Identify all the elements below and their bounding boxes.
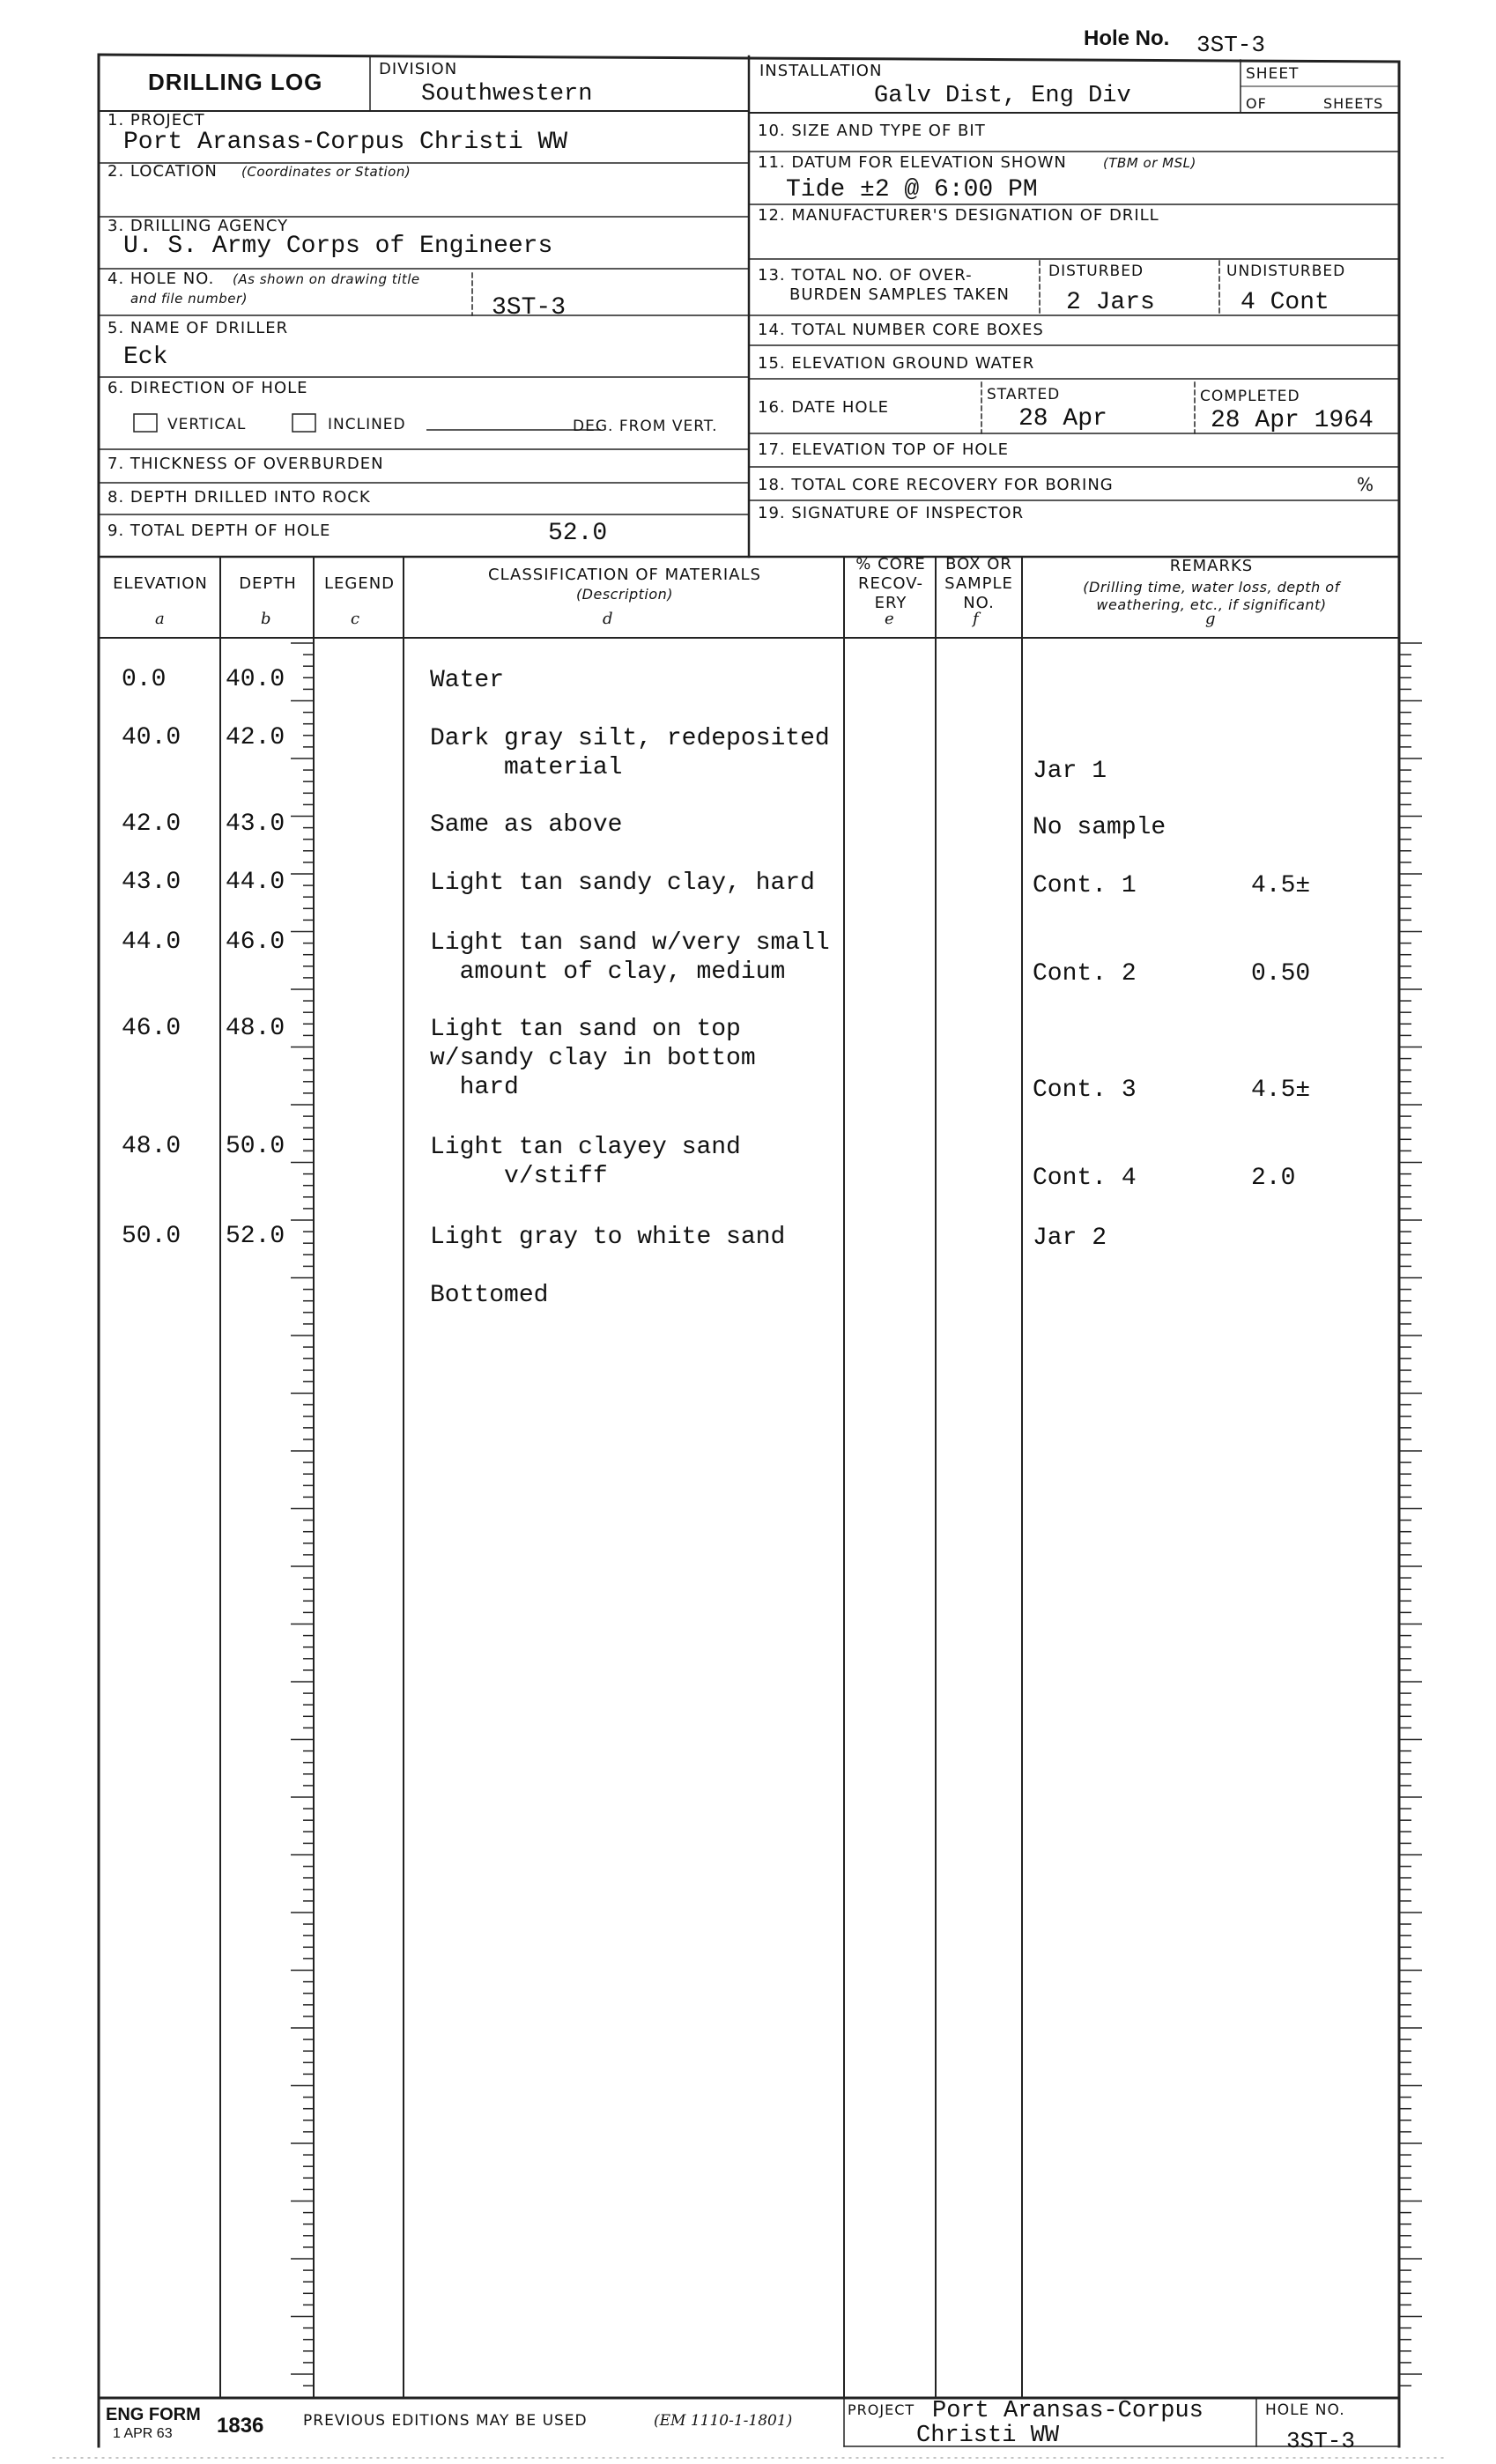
row-depth: 48.0 — [226, 1015, 285, 1042]
samples-label-a: 13. TOTAL NO. OF OVER- — [758, 266, 973, 285]
of-label: OF — [1246, 95, 1267, 112]
hole-no-field-sub-a: (As shown on drawing title — [233, 271, 420, 287]
date-hole-label: 16. DATE HOLE — [758, 398, 890, 417]
footer-project-value-a: Port Aransas-Corpus — [932, 2398, 1203, 2424]
col-remarks-sub-b: weathering, etc., if significant) — [1096, 596, 1327, 613]
row-description: Bottomed — [430, 1282, 549, 1309]
ground-water-label: 15. ELEVATION GROUND WATER — [758, 354, 1035, 373]
hole-no-field-sub-b: and file number) — [130, 291, 248, 307]
overburden-label: 7. THICKNESS OF OVERBURDEN — [107, 455, 384, 473]
inclined-label: INCLINED — [328, 416, 406, 433]
eng-form-label: ENG FORM — [106, 2405, 201, 2424]
row-sample: Jar 2 — [1033, 1225, 1107, 1252]
row-elevation: 0.0 — [122, 666, 167, 693]
col-core-c: ERY — [874, 594, 907, 612]
row-description: Light tan sandy clay, hard — [430, 869, 815, 897]
col-remarks: REMARKS — [1169, 557, 1254, 575]
row-elevation: 48.0 — [122, 1133, 181, 1160]
col-remarks-sub-a: (Drilling time, water loss, depth of — [1083, 579, 1340, 596]
form-title: DRILLING LOG — [148, 69, 323, 95]
row-sample: Cont. 4 — [1033, 1165, 1137, 1192]
core-boxes-label: 14. TOTAL NUMBER CORE BOXES — [758, 321, 1044, 339]
row-remark-value: 2.0 — [1251, 1165, 1296, 1192]
hole-no-header — [1084, 26, 1169, 51]
location-sub: (Coordinates or Station) — [241, 164, 411, 180]
col-elevation: ELEVATION — [113, 574, 208, 593]
row-sample: Cont. 2 — [1033, 960, 1137, 988]
driller-value: Eck — [123, 344, 168, 371]
form-date: 1 APR 63 — [113, 2426, 173, 2441]
col-letter-b: b — [261, 610, 271, 628]
agency-label: 3. DRILLING AGENCY — [107, 217, 289, 235]
total-depth-label: 9. TOTAL DEPTH OF HOLE — [107, 522, 331, 540]
inspector-label: 19. SIGNATURE OF INSPECTOR — [758, 504, 1025, 522]
col-box-c: NO. — [963, 594, 995, 612]
form-number: 1836 — [217, 2414, 264, 2438]
row-depth: 46.0 — [226, 929, 285, 956]
sheet-label: SHEET — [1246, 65, 1300, 83]
footer-hole-label: HOLE NO. — [1265, 2401, 1345, 2419]
inclined-checkbox[interactable] — [293, 414, 315, 432]
row-depth: 44.0 — [226, 869, 285, 896]
col-letter-e: e — [885, 610, 894, 628]
row-elevation: 44.0 — [122, 929, 181, 956]
division-label: DIVISION — [379, 60, 458, 78]
datum-value: Tide ±2 @ 6:00 PM — [786, 176, 1038, 203]
row-description: Water — [430, 667, 505, 694]
row-description: Same as above — [430, 811, 623, 839]
sheets-label: SHEETS — [1323, 95, 1384, 112]
bit-label: 10. SIZE AND TYPE OF BIT — [758, 122, 986, 140]
col-letter-d: d — [603, 610, 613, 628]
datum-label: 11. DATUM FOR ELEVATION SHOWN — [758, 153, 1067, 172]
agency-value: U. S. Army Corps of Engineers — [123, 233, 553, 260]
row-remark-value: 4.5± — [1251, 1077, 1311, 1104]
row-sample: No sample — [1033, 814, 1166, 841]
row-description: Light tan sand w/very small amount of clay, medium — [430, 929, 830, 986]
row-sample: Cont. 3 — [1033, 1077, 1137, 1104]
row-remark-value: 4.5± — [1251, 872, 1311, 899]
row-description: Light tan sand on top w/sandy clay in bottom hard — [430, 1016, 756, 1101]
datum-sub: (TBM or MSL) — [1103, 155, 1196, 171]
hole-no-value: 3ST-3 — [1196, 32, 1266, 58]
deg-from-vert-label: DEG. FROM VERT. — [573, 418, 718, 435]
completed-label: COMPLETED — [1200, 388, 1300, 405]
col-core-a: % CORE — [855, 555, 926, 573]
col-classification: CLASSIFICATION OF MATERIALS — [488, 566, 761, 584]
core-recovery-unit: % — [1357, 474, 1375, 495]
vertical-checkbox[interactable] — [134, 414, 157, 432]
row-elevation: 40.0 — [122, 724, 181, 751]
footer-hole-value: 3ST-3 — [1286, 2428, 1356, 2454]
col-box-b: SAMPLE — [944, 574, 1013, 593]
hole-no-field-label: 4. HOLE NO. — [107, 270, 215, 288]
installation-value: Galv Dist, Eng Div — [874, 83, 1131, 109]
started-label: STARTED — [987, 386, 1061, 403]
drill-designation-label: 12. MANUFACTURER'S DESIGNATION OF DRILL — [758, 206, 1159, 225]
row-depth: 43.0 — [226, 810, 285, 838]
top-elevation-label: 17. ELEVATION TOP OF HOLE — [758, 440, 1009, 459]
completed-value: 28 Apr 1964 — [1211, 407, 1374, 434]
row-elevation: 50.0 — [122, 1223, 181, 1250]
row-description: Light gray to white sand — [430, 1224, 786, 1251]
em-reference: (EM 1110-1-1801) — [654, 2412, 793, 2430]
project-value: Port Aransas-Corpus Christi WW — [123, 129, 568, 156]
core-recovery-label: 18. TOTAL CORE RECOVERY FOR BORING — [758, 476, 1114, 494]
row-sample: Jar 1 — [1033, 758, 1107, 785]
location-label: 2. LOCATION — [107, 162, 218, 181]
hole-no-label: Hole No. — [1084, 26, 1170, 50]
row-sample: Cont. 1 — [1033, 872, 1137, 899]
row-remark-value: 0.50 — [1251, 960, 1311, 988]
samples-label-b: BURDEN SAMPLES TAKEN — [789, 285, 1011, 304]
col-letter-c: c — [351, 610, 360, 628]
disturbed-label: DISTURBED — [1048, 263, 1144, 280]
row-depth: 42.0 — [226, 724, 285, 751]
row-elevation: 46.0 — [122, 1015, 181, 1042]
row-elevation: 42.0 — [122, 810, 181, 838]
col-box-a: BOX OR — [945, 555, 1012, 573]
footer-project-label: PROJECT — [848, 2401, 915, 2418]
row-depth: 52.0 — [226, 1223, 285, 1250]
started-value: 28 Apr — [1018, 405, 1107, 433]
installation-label: INSTALLATION — [759, 62, 883, 80]
total-depth-value: 52.0 — [548, 520, 608, 547]
row-depth: 40.0 — [226, 666, 285, 693]
col-core-b: RECOV- — [857, 574, 924, 593]
col-depth: DEPTH — [239, 574, 297, 593]
row-description: Dark gray silt, redeposited material — [430, 725, 830, 781]
driller-label: 5. NAME OF DRILLER — [107, 319, 289, 337]
project-label: 1. PROJECT — [107, 111, 205, 129]
undisturbed-label: UNDISTURBED — [1226, 263, 1346, 280]
hole-no-field-value: 3ST-3 — [492, 294, 567, 322]
row-depth: 50.0 — [226, 1133, 285, 1160]
rock-depth-label: 8. DEPTH DRILLED INTO ROCK — [107, 488, 371, 507]
row-description: Light tan clayey sand v/stiff — [430, 1134, 741, 1190]
col-classification-sub: (Description) — [575, 586, 674, 603]
direction-label: 6. DIRECTION OF HOLE — [107, 379, 308, 397]
disturbed-value: 2 Jars — [1066, 289, 1155, 316]
col-letter-f: f — [973, 610, 979, 628]
row-elevation: 43.0 — [122, 869, 181, 896]
division-value: Southwestern — [421, 81, 593, 107]
vertical-label: VERTICAL — [167, 416, 247, 433]
col-letter-a: a — [155, 610, 165, 628]
col-letter-g: g — [1205, 610, 1216, 628]
footer-project-value-b: Christi WW — [916, 2423, 1060, 2449]
undisturbed-value: 4 Cont — [1240, 289, 1329, 316]
previous-editions: PREVIOUS EDITIONS MAY BE USED — [303, 2412, 588, 2430]
col-legend: LEGEND — [323, 574, 396, 593]
